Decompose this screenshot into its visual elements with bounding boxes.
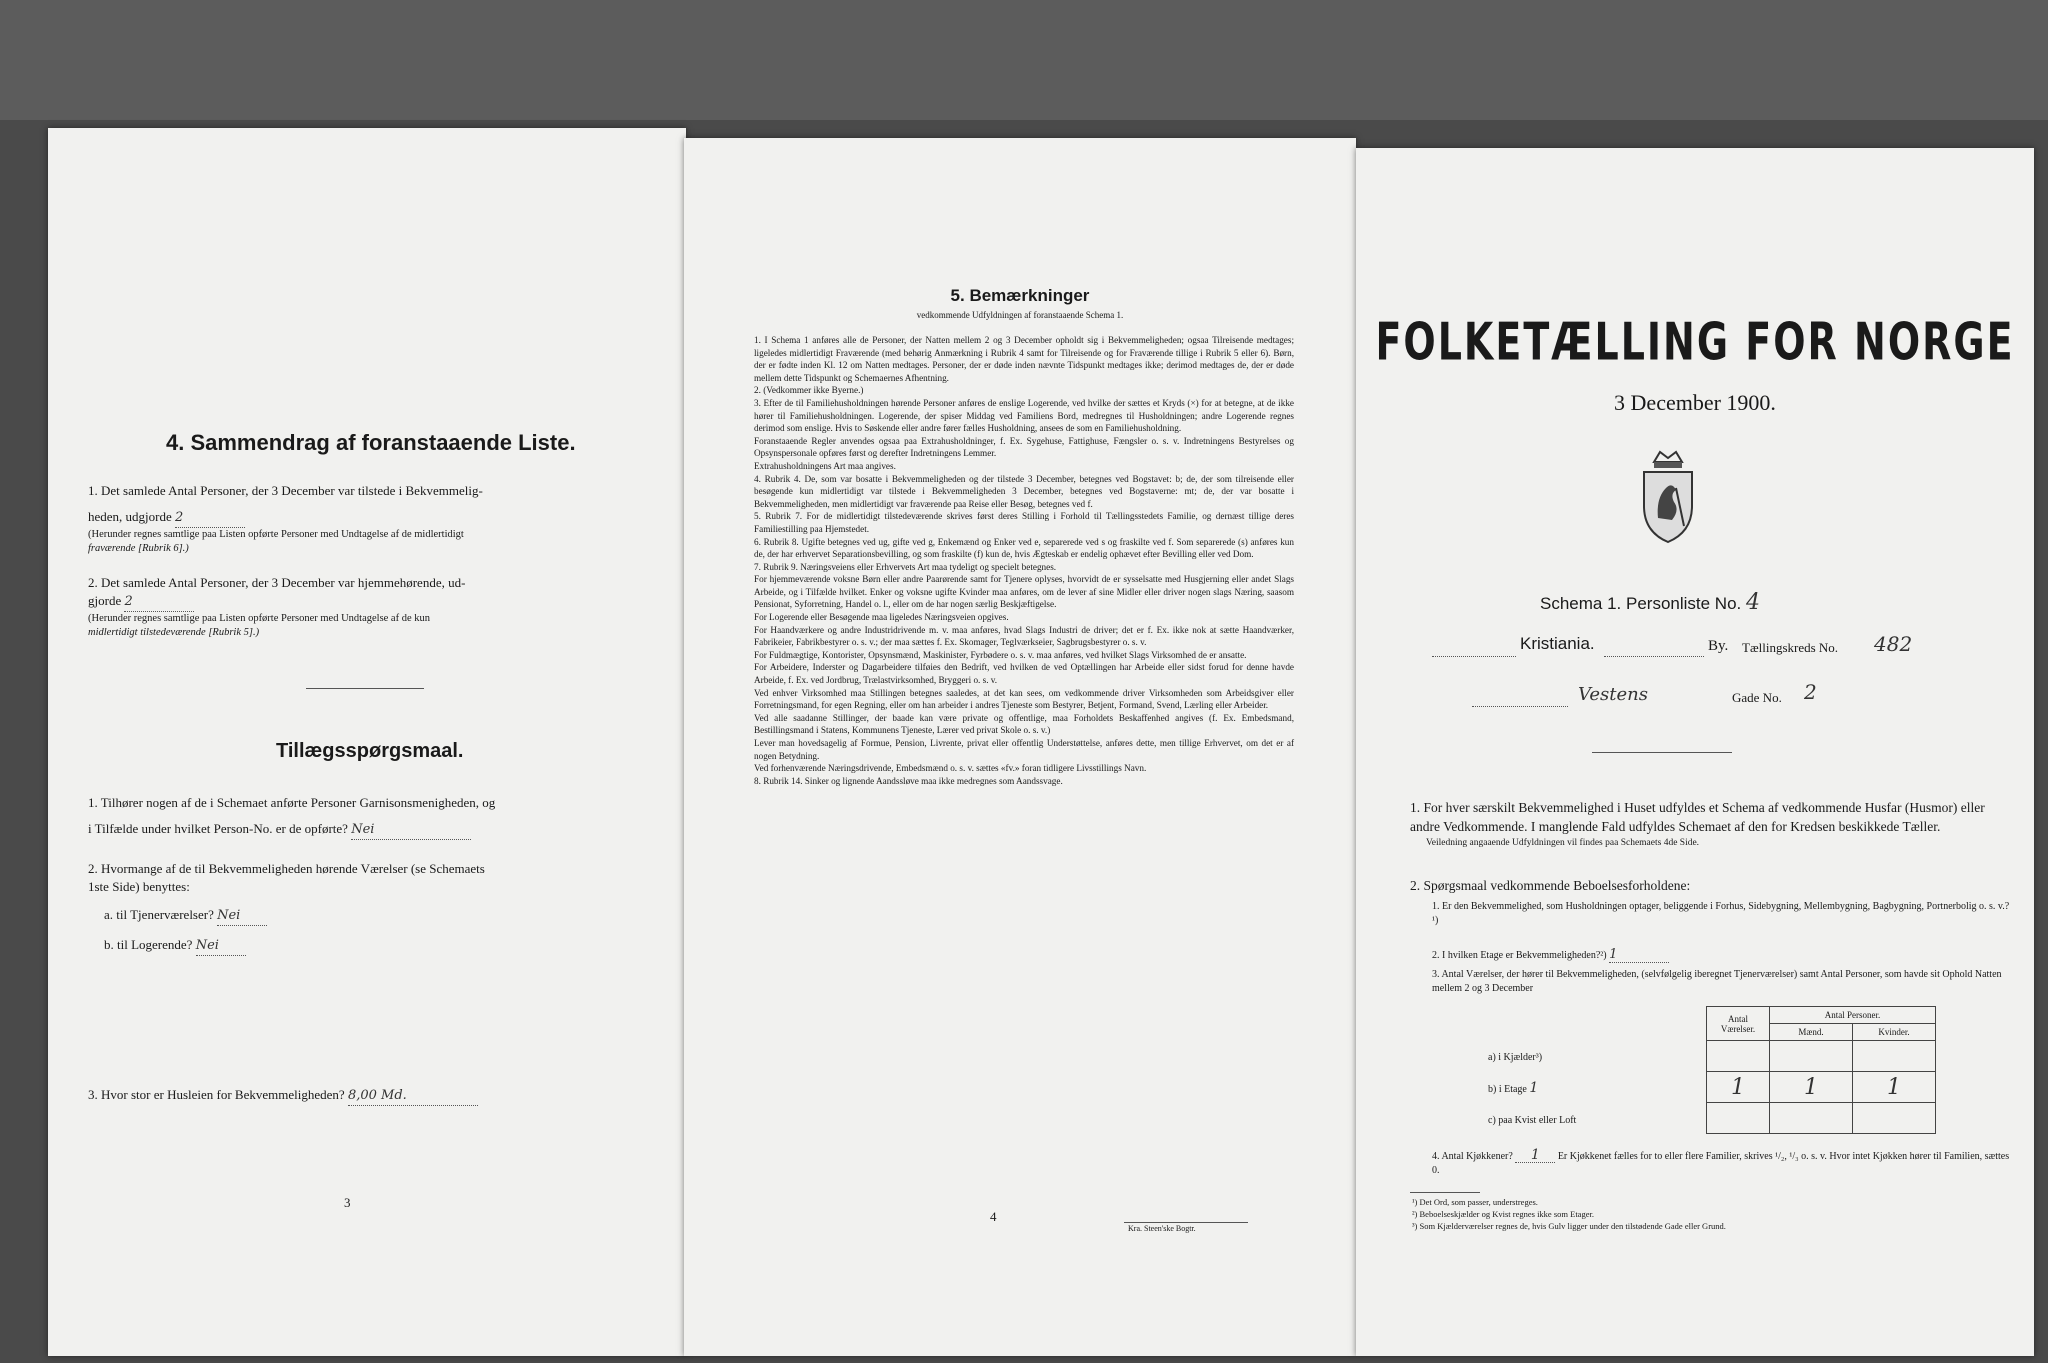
summary-q1: [88, 482, 648, 556]
q1-note2: fraværende [Rubrik 6].): [88, 543, 189, 554]
remarks-body: 1. I Schema 1 anføres alle de Personer, der Natten mellem 2 og 3 December opholdt sig i Bekvemmeligheden; ogsaa Tilreisende medtages; ligeledes midlertidigt Fraværende (med behørig Anmærkning i Rubrik 4 samt for Tilreisende og for Fraværende tillige i Rubrik 5 eller 6). Børn, der er fødte inden Kl. 12 om Natten medtages. Personer, der er døde inden nævnte Tidspunkt medtages ikke; derimod medtages de, der er døde mellem dette Tidspunkt og Schemaernes Afhentning. 2. (Vedkommer ikke Byerne.) 3. Efter de til Familiehusholdningen hørende Personer anføres de enslige Logerende, ved hvilke der sættes et Kryds (×) for at betegne, at de ikke hører til Familiehusholdningen. Logerende, der spiser Middag ved Familiens Bord, medregnes til Husholdningen; andre Logerende regnes derimod som enslige. Hvis to Søskende eller andre fører fælles Husholdning, ansees de som en Familiehusholdning. Foranstaaende Regler anvendes ogsaa paa Extrahusholdninger, f. Ex. Sygehuse, Fattighuse, Fængsler o. s. v. Indretningens Bestyrelses og Opsynspersonale opføres først og derefter Indretningens Lemmer. Extrahusholdningens Art maa angives. 4. Rubrik 4. De, som var bosatte i Bekvemmeligheden og der tilstede 3 December, betegnes ved Bogstavet: b; de, der som tilreisende eller besøgende kun midlertidigt var tilstede i Bekvemmeligheden 3 December, betegnes ved Bogstaverne: mt; de, der var bosatte i Bekvemmeligheden, men midlertidigt var fraværende paa Reise eller Besøg, betegnes ved f. 5. Rubrik 7. For de midlertidigt tilstedeværende skrives først deres Stilling i Forhold til Tællingsstedets Familie, og dernæst tillige deres Familiestilling paa Hjemstedet. 6. Rubrik 8. Ugifte betegnes ved ug, gifte ved g, Enkemænd og Enker ved e, separerede ved s og fraskilte ved f. Som separerede (s) anføres kun de, der har erhvervet Separationsbevilling, og som fraskilte (f) kun de, hvis Ægteskab er endelig ophævet efter Bevilling eller ved Dom. 7. Rubrik 9. Næringsveiens eller Erhvervets Art maa tydeligt og specielt betegnes. For hjemmeværende voksne Børn eller andre Paarørende samt for Tjenere oplyses, hvorvidt de er sysselsatte med Husgjerning eller andet Slags Arbeide, og i Tilfælde hvilket. Enker og voksne ugifte Kvinder maa anføres, om de lever af sine Midler eller driver nogen slags Næring, saasom Pensionat, Syforretning, Handel o. l., eller om de har nogen særlig Beskjæftigelse. For Logerende eller Besøgende maa ligeledes Næringsveien opgives. For Haandværkere og andre Industridrivende m. v. maa anføres, hvad Slags Industri de driver; det er f. Ex. ikke nok at sætte Haandværker, Fabrikeier, Fabrikbestyrer o. s. v.; der maa sættes f. Ex. Skomager, Teglværkseier, Sagbrugsbestyrer o. s. v. For Fuldmægtige, Kontorister, Opsynsmænd, Maskinister, Fyrbødere o. s. v. maa anføres, ved hvilket Slags Virksomhed de er ansatte. For Arbeidere, Inderster og Dagarbeidere tilføies den Bedrift, ved hvilken de ved Optællingen har Arbeide eller sidst forud for denne havde Arbeide, f. Ex. ved Jordbrug, Trælastvirksomhed, Bryggeri o. s. v. Ved enhver Virksomhed maa Stillingen betegnes saaledes, at det kan sees, om vedkommende driver Virksomheden som Arbeidsgiver eller Forretningsmand, for egen Regning, eller om han arbeider i andres Tjeneste som Bestyrer, Betjent, Formand, Svend, Lærling eller Arbeider. Ved alle saadanne Stillinger, der baade kan være private og offentlige, maa Forholdets Beskaffenhed angives (f. Ex. Embedsmand, Bestillingsmand i Statens, Kommunens Tjeneste, Lærer ved privat Skole o. s. v.) Lever man hovedsagelig af Formue, Pension, Livrente, privat eller offentlig Understøttelse, anføres dette, men tillige Erhvervet, om det er af nogen Betydning. Ved forhenværende Næringsdrivende, Embedsmænd o. s. v. sættes «fv.» foran tidligere Livsstillings Navn. 8. Rubrik 14. Sinker og lignende Aandssløve maa ikke medregnes som Aandssvage.: [754, 335, 1294, 786]
personliste-no: 4: [1746, 590, 1760, 615]
schema-line: [1540, 590, 1786, 615]
q2-note1: (Herunder regnes samtlige paa Listen opførte Personer med Undtagelse af de kun: [88, 613, 431, 624]
gade-no: 2: [1804, 680, 1817, 704]
e2b-label: b. til Logerende?: [104, 937, 193, 952]
by-label: By.: [1708, 638, 1729, 654]
footnote-3: ³) Som Kjælderværelser regnes de, hvis Gulv ligger under den tilstødende Gade eller Grund.: [1412, 1221, 1726, 1231]
schema-label: Schema 1. Personliste No.: [1540, 594, 1742, 613]
instruction-2-1: 1. Er den Bekvemmelighed, som Husholdningen optager, beliggende i Forhus, Sidebygning, Mellembygning, Bagbygning, Portnerbolig o. s. v.?¹): [1432, 901, 2010, 926]
cell-kjaelder-rooms: [1707, 1041, 1770, 1072]
remarks-heading: 5. Bemærkninger: [950, 286, 1090, 305]
q2-note2: midlertidigt tilstedeværende [Rubrik 5].): [88, 627, 260, 638]
city-lead-dots: [1432, 656, 1516, 657]
th-women: Kvinder.: [1853, 1024, 1936, 1041]
instruction-2: 2. Spørgsmaal vedkommende Beboelsesforholdene:: [1410, 878, 1691, 893]
remarks-subheading: vedkommende Udfyldningen af foranstaaende Schema 1.: [916, 310, 1124, 320]
e2a-label: a. til Tjenerværelser?: [104, 907, 214, 922]
instruction-1-note: Veiledning angaaende Udfyldningen vil findes paa Schemaets 4de Side.: [1426, 838, 1700, 848]
background: [0, 0, 2048, 120]
q2-line1: 2. Det samlede Antal Personer, der 3 December var hjemmehørende, ud-: [88, 575, 466, 590]
extra-questions-heading: Tillægsspørgsmaal.: [276, 740, 464, 762]
printer-name: Kra. Steen'ske Bogtr.: [1128, 1224, 1196, 1233]
street-lead-dots: [1472, 706, 1568, 707]
page-number: 3: [344, 1195, 351, 1210]
footnote-2: ²) Beboelseskjælder og Kvist regnes ikke som Etager.: [1412, 1209, 1594, 1219]
e1-answer: Nei: [351, 821, 471, 840]
instruction-1-text: 1. For hver særskilt Bekvemmelighed i Huset udfyldes et Schema af vedkommende Husfar (Husmor) eller andre Vedkommende. I manglende Fald udfyldes Schemaet af den for Kredsen beskikkede Tæller.: [1410, 800, 1985, 834]
summary-q2: [88, 574, 648, 640]
city-line: [1520, 634, 1595, 654]
row-etage-answer: 1: [1529, 1080, 1539, 1096]
row-etage-label: [1488, 1073, 1668, 1105]
e1-line1: 1. Tilhører nogen af de i Schemaet anførte Personer Garnisonsmenigheden, og: [88, 795, 496, 810]
q1-answer: 2: [175, 509, 245, 528]
cell-etage-rooms: 1: [1707, 1072, 1770, 1103]
kreds-no: 482: [1874, 632, 1913, 656]
th-rooms: Antal Værelser.: [1707, 1007, 1770, 1041]
cell-etage-men: 1: [1770, 1072, 1853, 1103]
footnote-rule: [1410, 1192, 1480, 1193]
page-4: [684, 138, 1356, 1356]
e2b-answer: Nei: [196, 937, 246, 956]
e2-line1: 2. Hvormange af de til Bekvemmeligheden hørende Værelser (se Schemaets: [88, 861, 485, 876]
q2-line2: gjorde: [88, 593, 122, 608]
kitchens-note: Er Kjøkkenet fælles for to eller flere Familier, skrives ¹/₂, ¹/₃ o. s. v. Hvor intet Kjøkken hører til Familien, sættes 0.: [1432, 1151, 2010, 1176]
instruction-2-2-text: 2. I hvilken Etage er Bekvemmeligheden?²): [1432, 950, 1607, 961]
census-date: 3 December 1900.: [1614, 390, 1776, 415]
e2-line2: 1ste Side) benyttes:: [88, 879, 190, 894]
coat-of-arms-icon: [1632, 448, 1704, 546]
footnote-1: ¹) Det Ord, som passer, understreges.: [1412, 1197, 1538, 1207]
e1-line2: i Tilfælde under hvilket Person-No. er de opførte?: [88, 821, 348, 836]
q2-answer: 2: [124, 593, 194, 612]
row-etage-text: b) i Etage: [1488, 1084, 1527, 1095]
city-name: Kristiania.: [1520, 634, 1595, 653]
e3-answer: 8,00 Md.: [348, 1087, 478, 1106]
cell-kjaelder-women: [1853, 1041, 1936, 1072]
extra-q1: [88, 794, 648, 840]
q1-line2: heden, udgjorde: [88, 509, 172, 524]
instruction-2-3: 3. Antal Værelser, der hører til Bekvemmeligheden, (selvfølgelig iberegnet Tjenerværelser) samt Antal Personer, som havde sit Ophold Natten mellem 2 og 3 December: [1432, 969, 2002, 994]
instruction-2-4: [1432, 1148, 2012, 1178]
kreds-label: Tællingskreds No.: [1742, 640, 1839, 655]
instruction-1: [1410, 798, 2010, 850]
summary-heading: 4. Sammendrag af foranstaaende Liste.: [166, 430, 576, 455]
row-kjaelder-label: a) i Kjælder³): [1488, 1052, 1543, 1063]
footnotes: [1412, 1196, 2012, 1232]
divider: [306, 688, 424, 689]
gade-label: Gade No.: [1732, 690, 1782, 705]
page-number: 4: [990, 1209, 997, 1224]
census-title: FOLKETÆLLING FOR NORGE: [1375, 312, 2015, 372]
cell-etage-women: 1: [1853, 1072, 1936, 1103]
page-3: [48, 128, 686, 1356]
cell-loft-men: [1770, 1103, 1853, 1134]
instruction-2-2: [1432, 948, 2012, 963]
city-trail-dots: [1604, 656, 1704, 657]
page-1: [1356, 148, 2034, 1356]
q1-note1: (Herunder regnes samtlige paa Listen opførte Personer med Undtagelse af de midlertidigt: [88, 529, 464, 540]
th-men: Mænd.: [1770, 1024, 1853, 1041]
th-persons: Antal Personer.: [1770, 1007, 1936, 1024]
divider: [1592, 752, 1732, 753]
rooms-row-labels: [1488, 1010, 1668, 1136]
rooms-table: [1706, 1006, 1936, 1134]
row-loft-label: c) paa Kvist eller Loft: [1488, 1115, 1577, 1126]
e3-label: 3. Hvor stor er Husleien for Bekvemmeligheden?: [88, 1087, 345, 1102]
cell-kjaelder-men: [1770, 1041, 1853, 1072]
printer-rule: [1124, 1222, 1248, 1223]
q1-line1: 1. Det samlede Antal Personer, der 3 December var tilstede i Bekvemmelig-: [88, 483, 483, 498]
cell-loft-women: [1853, 1103, 1936, 1134]
street-name: Vestens: [1578, 684, 1648, 705]
extra-q3: [88, 1086, 648, 1106]
etage-answer: 1: [1609, 948, 1669, 963]
e2a-answer: Nei: [217, 907, 267, 926]
extra-q2: [88, 860, 648, 956]
cell-loft-rooms: [1707, 1103, 1770, 1134]
kitchens-label: 4. Antal Kjøkkener?: [1432, 1151, 1513, 1162]
kitchens-answer: 1: [1515, 1148, 1555, 1163]
